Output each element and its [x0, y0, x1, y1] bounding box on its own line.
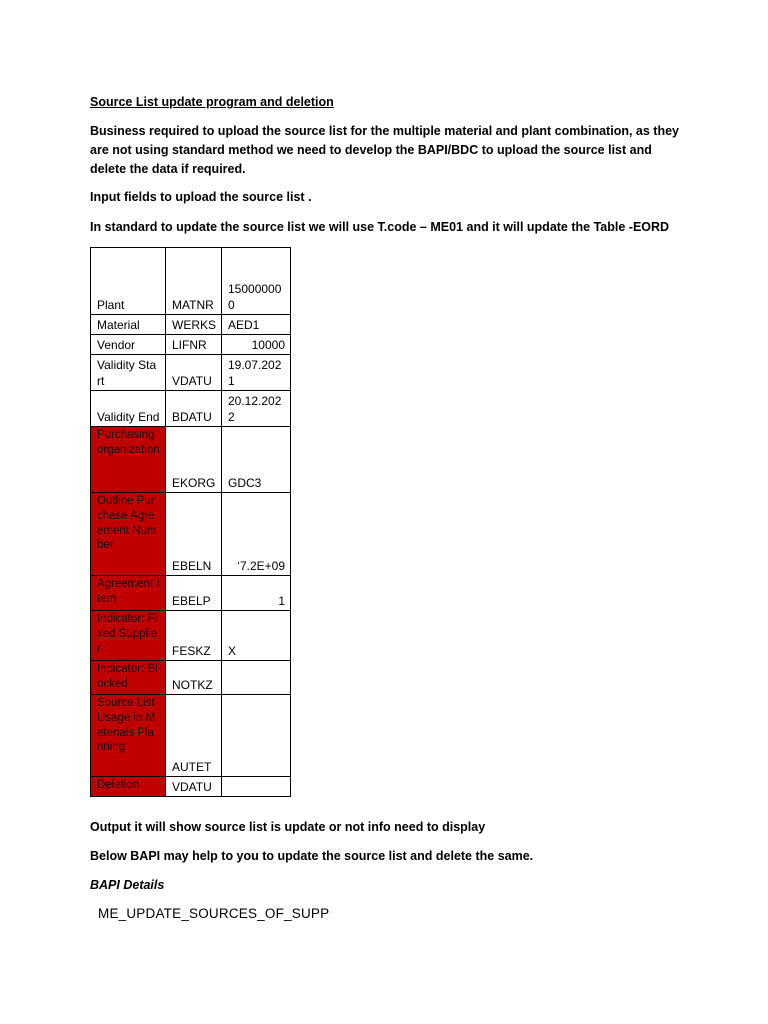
table-name-value: EORD	[632, 220, 670, 234]
technical-field-cell: EBELP	[166, 576, 222, 611]
technical-field-cell: NOTKZ	[166, 661, 222, 695]
field-label-cell: Validity Start	[91, 355, 166, 391]
sample-value-cell: 19.07.2021	[222, 355, 291, 391]
sample-value-cell	[222, 777, 291, 797]
sample-value-cell: X	[222, 611, 291, 661]
table-row	[91, 355, 291, 391]
requirement-paragraph: Business required to upload the source list for the multiple material and plant combination, as they are not using standard method we need to develop the BAPI/BDC to upload the source list and delete the data if required.	[90, 124, 679, 176]
technical-field-cell: EKORG	[166, 427, 222, 493]
technical-field-cell: BDATU	[166, 391, 222, 427]
tcode-paragraph	[90, 218, 669, 237]
field-label-cell: Source List Usage in Materials Planning	[91, 695, 166, 777]
technical-field-cell: FESKZ	[166, 611, 222, 661]
field-label-cell: Indicator: Blocked	[91, 661, 166, 695]
output-paragraph: Output it will show source list is update or not info need to display	[90, 820, 486, 834]
technical-field-cell: AUTET	[166, 695, 222, 777]
sample-value-cell: 10000	[222, 335, 291, 355]
technical-field-cell: VDATU	[166, 777, 222, 797]
fields-table-body	[91, 248, 291, 797]
technical-field-cell: LIFNR	[166, 335, 222, 355]
sample-value-cell: ‘7.2E+09	[222, 493, 291, 576]
technical-field-cell: EBELN	[166, 493, 222, 576]
sample-value-cell: GDC3	[222, 427, 291, 493]
table-row	[91, 391, 291, 427]
field-label-cell: Material	[91, 315, 166, 335]
table-row	[91, 315, 291, 335]
field-label-cell: Agreement Item	[91, 576, 166, 611]
tcode-mid: and it will update the Table -	[463, 220, 633, 234]
bapi-name: ME_UPDATE_SOURCES_OF_SUPP	[98, 906, 330, 921]
field-label-cell: Plant	[91, 248, 166, 315]
sample-value-cell: 1	[222, 576, 291, 611]
field-label-cell: Indicator: Fixed Supplier	[91, 611, 166, 661]
table-row	[91, 576, 291, 611]
sample-value-cell: AED1	[222, 315, 291, 335]
table-row	[91, 335, 291, 355]
sample-value-cell: 20.12.2022	[222, 391, 291, 427]
table-row	[91, 661, 291, 695]
field-label-cell: Outline Purchase Agreement Number	[91, 493, 166, 576]
technical-field-cell: MATNR	[166, 248, 222, 315]
table-row	[91, 695, 291, 777]
sample-value-cell: 150000000	[222, 248, 291, 315]
bapi-hint-paragraph: Below BAPI may help to you to update the source list and delete the same.	[90, 849, 534, 863]
input-fields-paragraph: Input fields to upload the source list .	[90, 190, 312, 204]
field-label-cell: Validity End	[91, 391, 166, 427]
bapi-heading: BAPI Details	[90, 878, 165, 892]
tcode-value: ME01	[430, 220, 464, 234]
tcode-prefix: In standard to update the source list we will use T.code –	[90, 220, 431, 234]
source-list-fields-table	[90, 247, 291, 797]
document-title: Source List update program and deletion	[90, 95, 334, 109]
field-label-cell: Deletion	[91, 777, 166, 797]
table-row	[91, 611, 291, 661]
table-row	[91, 777, 291, 797]
sample-value-cell	[222, 695, 291, 777]
table-row	[91, 493, 291, 576]
table-row	[91, 427, 291, 493]
field-label-cell: Vendor	[91, 335, 166, 355]
table-row	[91, 248, 291, 315]
technical-field-cell: VDATU	[166, 355, 222, 391]
technical-field-cell: WERKS	[166, 315, 222, 335]
field-label-cell: Purchasing organization	[91, 427, 166, 493]
sample-value-cell	[222, 661, 291, 695]
